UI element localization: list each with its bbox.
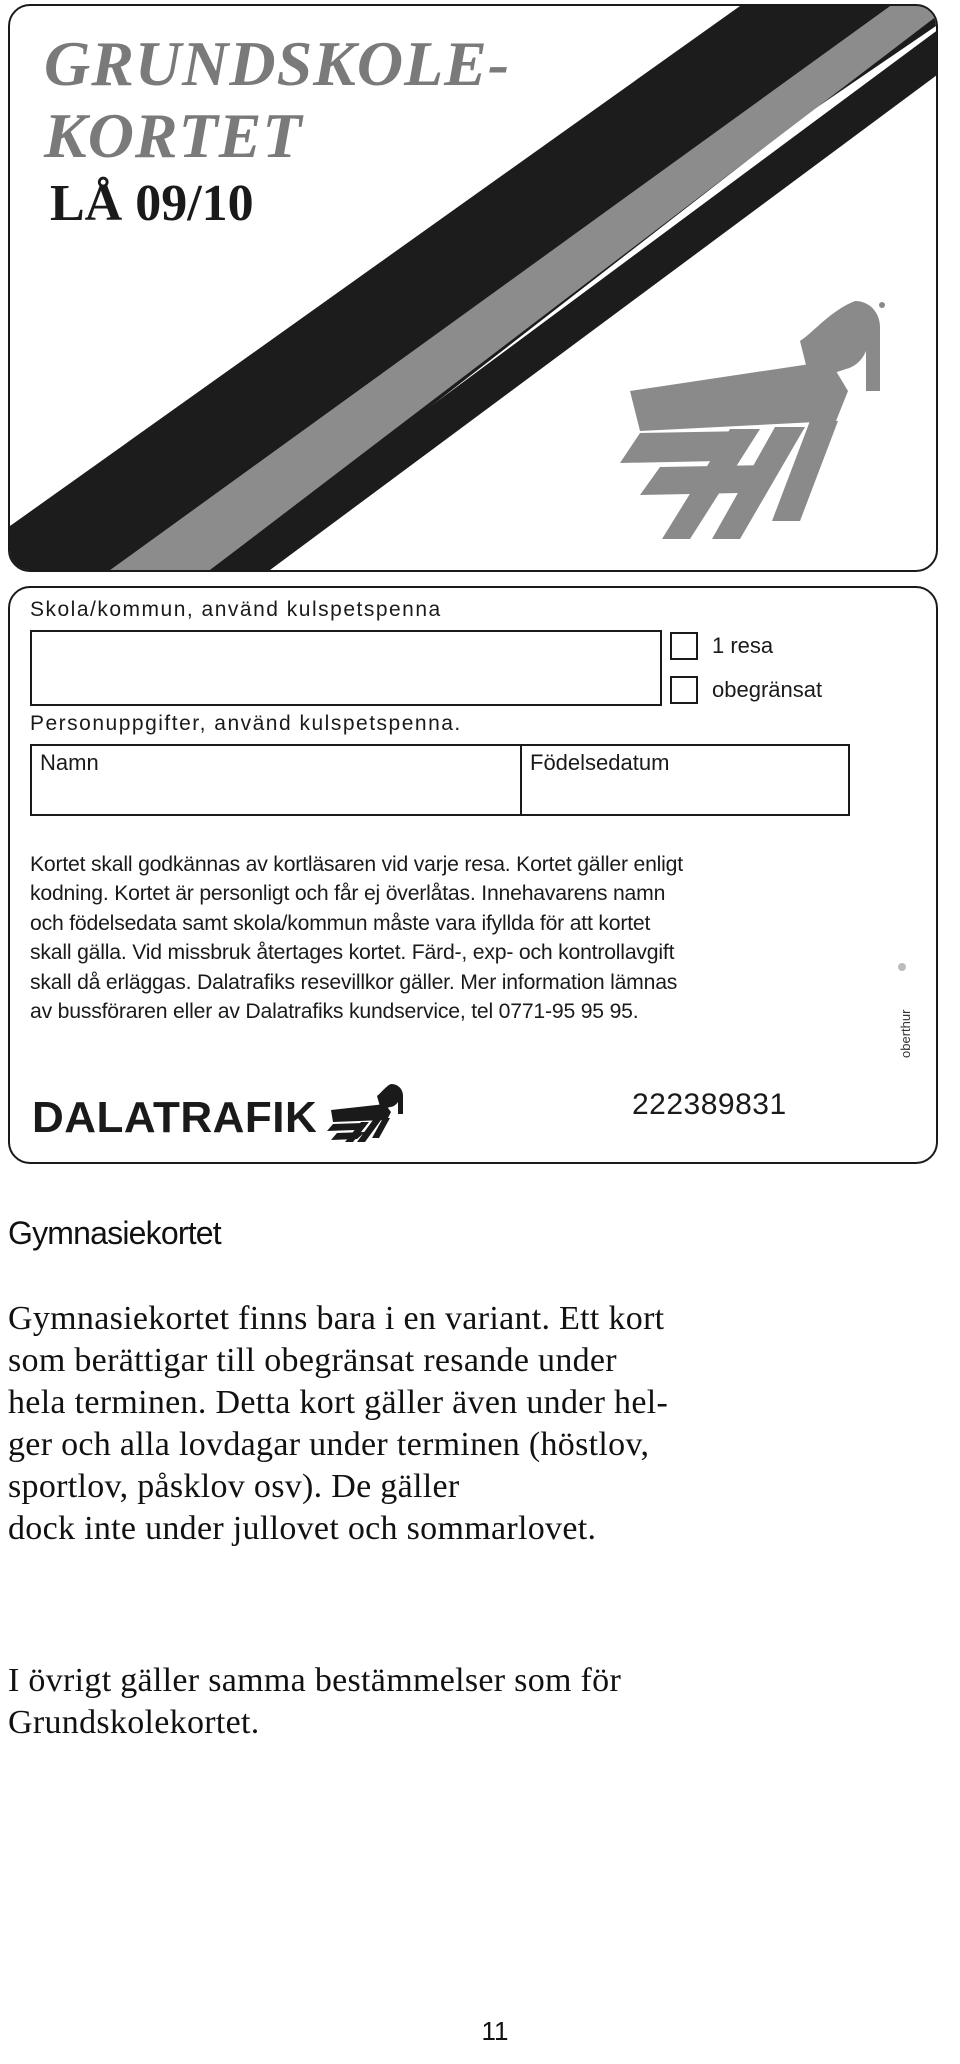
paragraph-line: hela terminen. Detta kort gäller även under hel-	[8, 1384, 669, 1421]
card-title-line1: GRUNDSKOLE-	[44, 28, 511, 99]
single-trip-label: 1 resa	[712, 633, 774, 658]
paragraph-line: Grundskolekortet.	[8, 1704, 260, 1741]
terms-line: skall gälla. Vid missbruk återtages kortet. Färd-, exp- och kontrollavgift	[30, 941, 675, 965]
section-heading: Gymnasiekortet	[8, 1215, 221, 1251]
paragraph-1	[8, 1298, 668, 1550]
terms-line: och födelsedata samt skola/kommun måste vara ifyllda för att kortet	[30, 911, 651, 935]
terms-line: av bussföraren eller av Dalatrafiks kundservice, tel 0771-95 95 95.	[30, 1000, 639, 1024]
paragraph-line: ger och alla lovdagar under terminen (höstlov,	[8, 1426, 650, 1463]
name-label: Namn	[40, 750, 99, 775]
card-number: 222389831	[632, 1088, 787, 1121]
unlimited-checkbox[interactable]	[670, 676, 698, 704]
page-number: 11	[481, 2016, 509, 2046]
unlimited-label: obegränsat	[712, 677, 823, 702]
card-back	[8, 586, 938, 1164]
dob-label: Födelsedatum	[530, 750, 670, 775]
paragraph-line: Gymnasiekortet finns bara i en variant. Ett kort	[8, 1300, 665, 1337]
dob-field[interactable]	[522, 746, 848, 814]
check-row-single[interactable]	[670, 632, 773, 660]
paragraph-2	[8, 1660, 621, 1744]
card-front	[8, 4, 938, 572]
terms-line: kodning. Kortet är personligt och får ej överlåtas. Innehavarens namn	[30, 882, 666, 906]
brand-name: DALATRAFIK	[32, 1093, 318, 1142]
paragraph-line: dock inte under jullovet och sommarlovet.	[8, 1510, 597, 1547]
single-trip-checkbox[interactable]	[670, 632, 698, 660]
terms-line: skall då erläggas. Dalatrafiks resevillkor gäller. Mer information lämnas	[30, 970, 678, 994]
school-label: Skola/kommun, använd kulspetspenna	[30, 598, 442, 621]
manufacturer-label: oberthur	[898, 1009, 913, 1058]
card-title-line2: KORTET	[44, 100, 303, 171]
paragraph-line: som berättigar till obegränsat resande under	[8, 1342, 617, 1379]
terms-line: Kortet skall godkännas av kortläsaren vid varje resa. Kortet gäller enligt	[30, 853, 683, 876]
personal-fields	[30, 744, 850, 816]
decorative-dot	[898, 963, 906, 971]
school-field[interactable]	[30, 630, 662, 706]
personal-label: Personuppgifter, använd kulspetspenna.	[30, 712, 462, 735]
name-field[interactable]	[32, 746, 522, 814]
card-validity: LÅ 09/10	[50, 175, 254, 232]
dalatrafik-logo	[32, 1080, 405, 1140]
card-title	[44, 28, 510, 172]
paragraph-line: sportlov, påsklov osv). De gäller	[8, 1468, 460, 1505]
check-row-unlimited[interactable]	[670, 676, 822, 704]
paragraph-line: I övrigt gäller samma bestämmelser som för	[8, 1662, 622, 1699]
card-terms	[30, 850, 860, 1026]
winged-horse-icon	[600, 281, 890, 541]
small-winged-horse-icon	[325, 1080, 405, 1142]
